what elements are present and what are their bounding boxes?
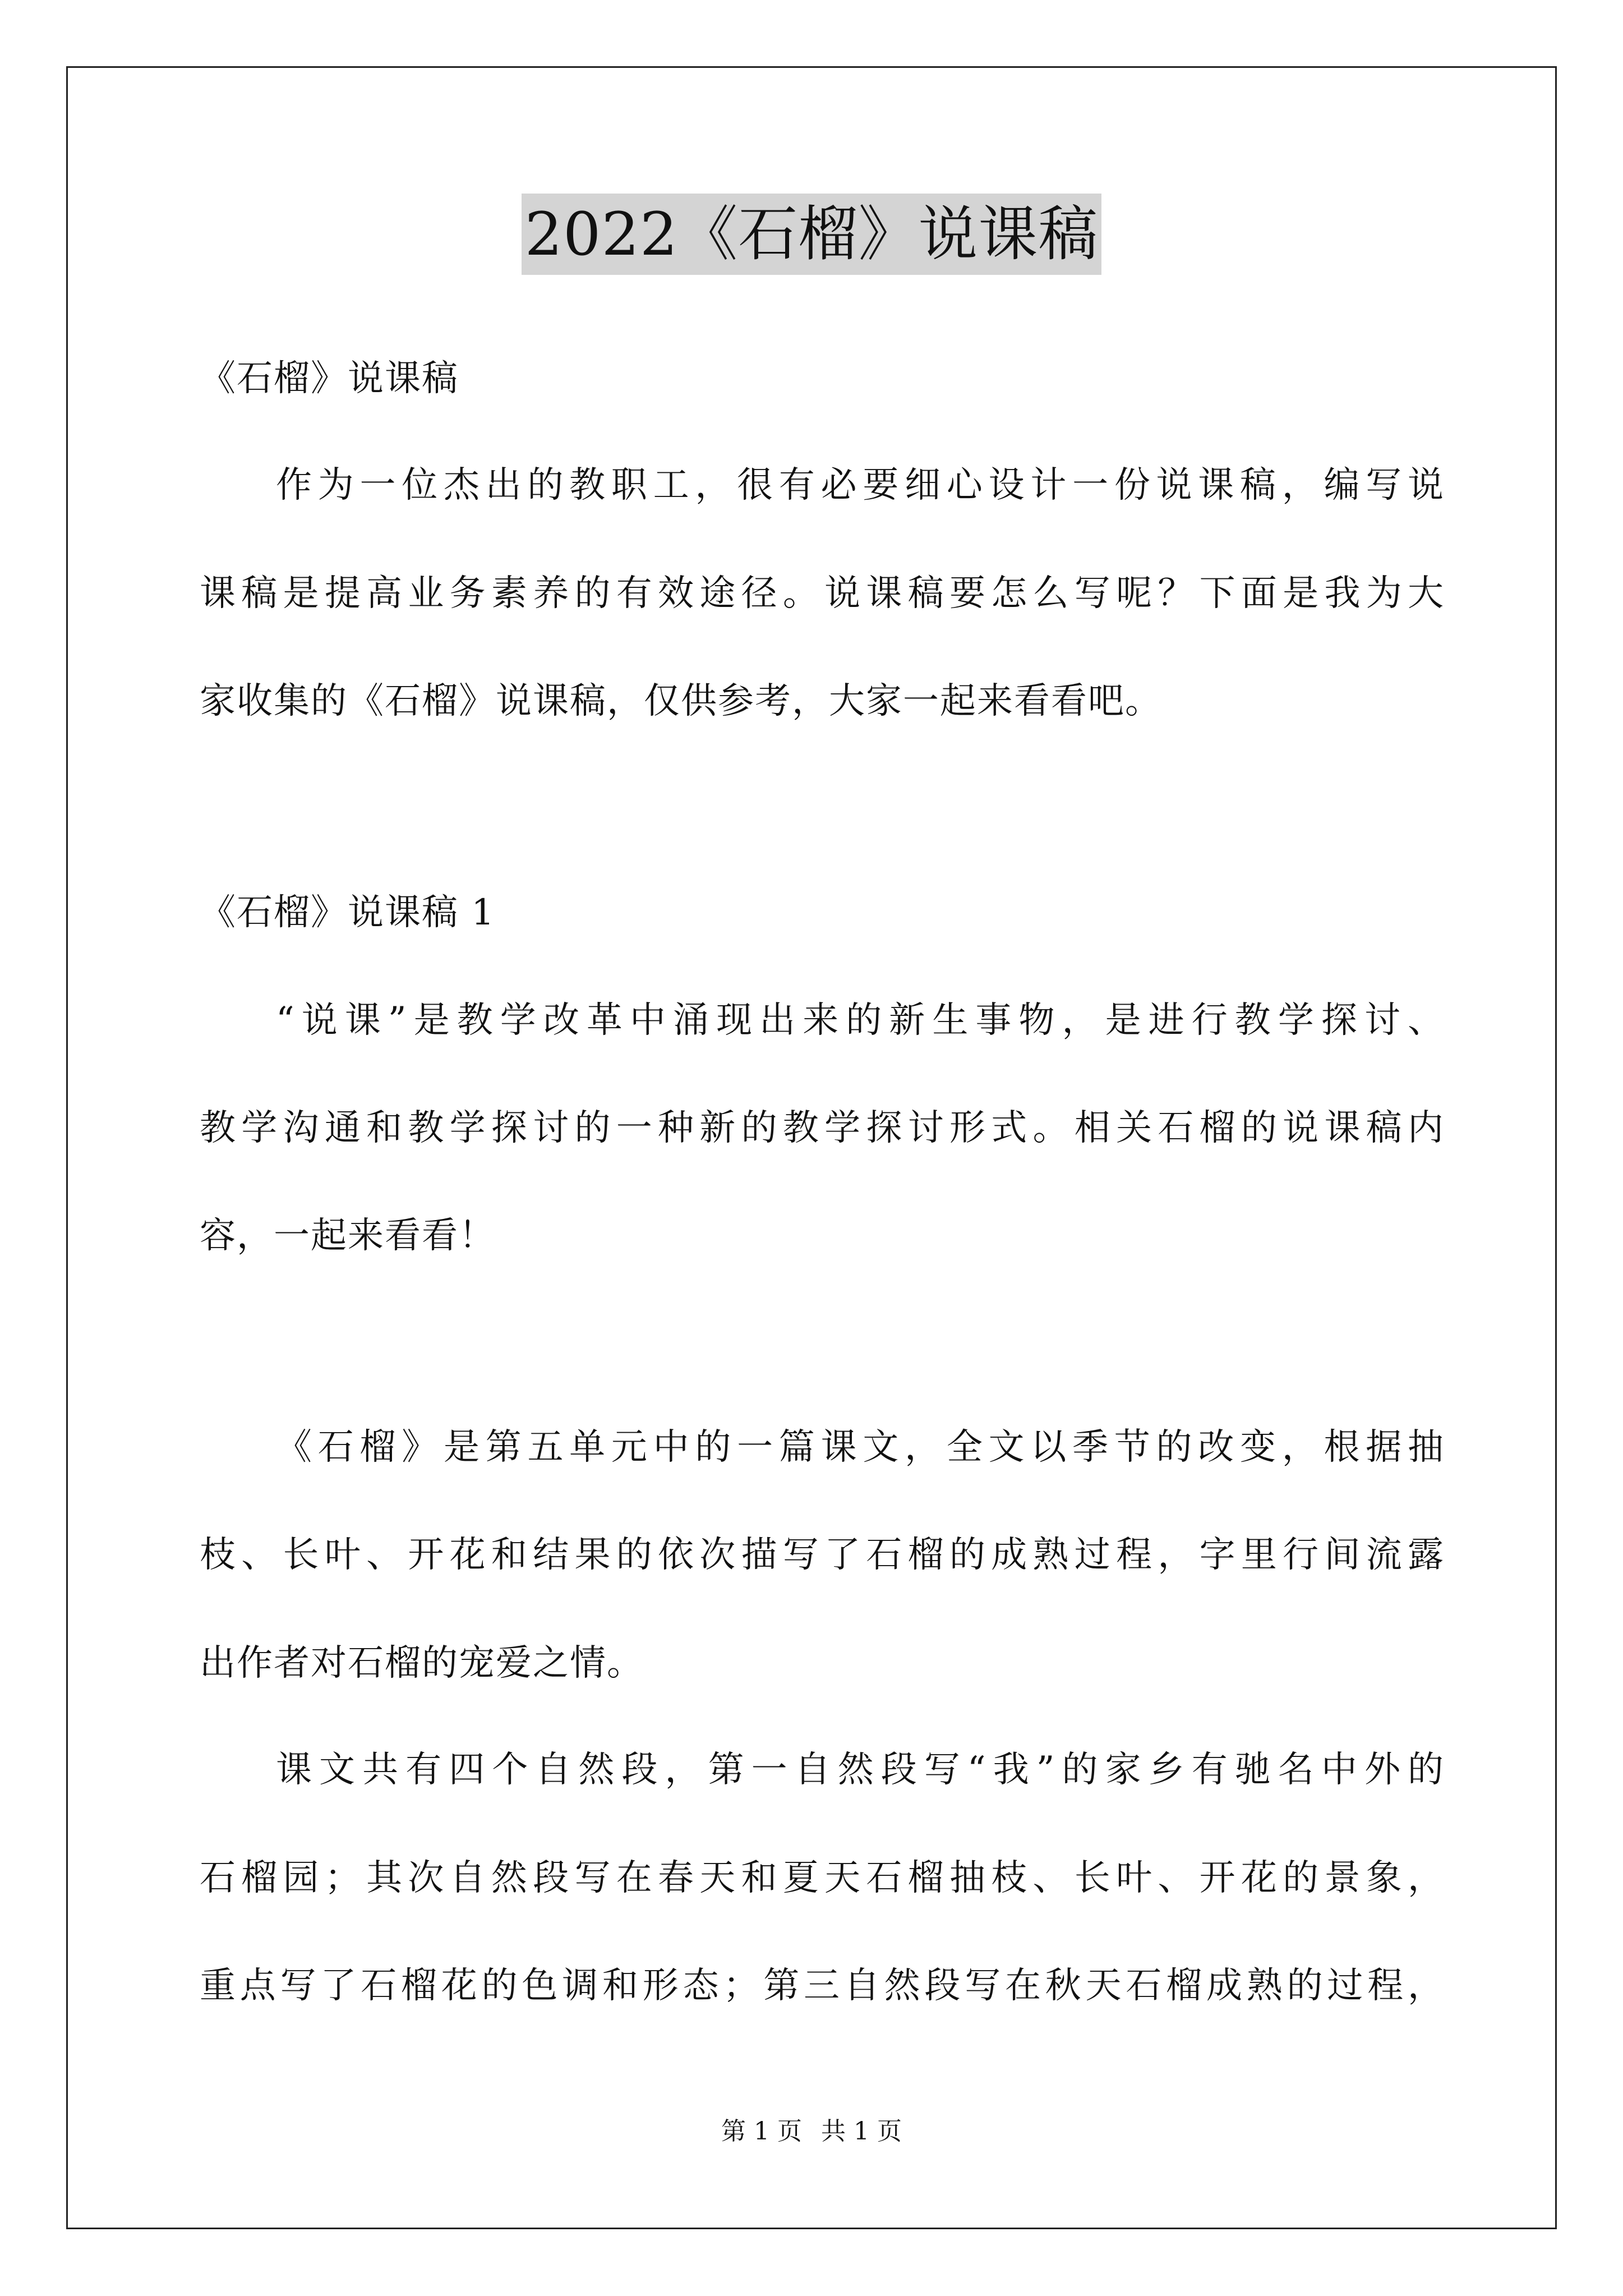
title-container	[0, 194, 1623, 275]
page-footer	[0, 2115, 1623, 2148]
page-total: 共 1 页	[821, 2117, 902, 2146]
paragraph-line: 作为一位杰出的教职工，很有必要细心设计一份说课稿，编写说	[276, 464, 1445, 506]
paragraph-line: 《石榴》是第五单元中的一篇课文，全文以季节的改变，根据抽	[276, 1427, 1445, 1468]
paragraph-line: 家收集的《石榴》说课稿，仅供参考，大家一起来看看吧。	[200, 680, 1162, 722]
paragraph-line: 石榴园；其次自然段写在春天和夏天石榴抽枝、长叶、开花的景象，	[200, 1857, 1445, 1899]
paragraph-line: 课稿是提高业务素养的有效途径。说课稿要怎么写呢？下面是我为大	[200, 573, 1445, 614]
paragraph-line: 出作者对石榴的宠爱之情。	[200, 1642, 644, 1684]
section-heading: 《石榴》说课稿 1	[200, 892, 496, 933]
paragraph-line: 重点写了石榴花的色调和形态；第三自然段写在秋天石榴成熟的过程，	[200, 1965, 1445, 2007]
paragraph-line: 课文共有四个自然段，第一自然段写“我”的家乡有驰名中外的	[276, 1749, 1445, 1791]
paragraph-line: 教学沟通和教学探讨的一种新的教学探讨形式。相关石榴的说课稿内	[200, 1107, 1445, 1149]
paragraph-line: “说课”是教学改革中涌现出来的新生事物，是进行教学探讨、	[276, 1000, 1445, 1041]
page-number: 第 1 页	[721, 2117, 802, 2146]
section-heading: 《石榴》说课稿	[200, 358, 459, 399]
paragraph-line: 容，一起来看看！	[200, 1215, 496, 1257]
document-title: 2022《石榴》说课稿	[522, 194, 1102, 275]
paragraph-line: 枝、长叶、开花和结果的依次描写了石榴的成熟过程，字里行间流露	[200, 1534, 1445, 1576]
